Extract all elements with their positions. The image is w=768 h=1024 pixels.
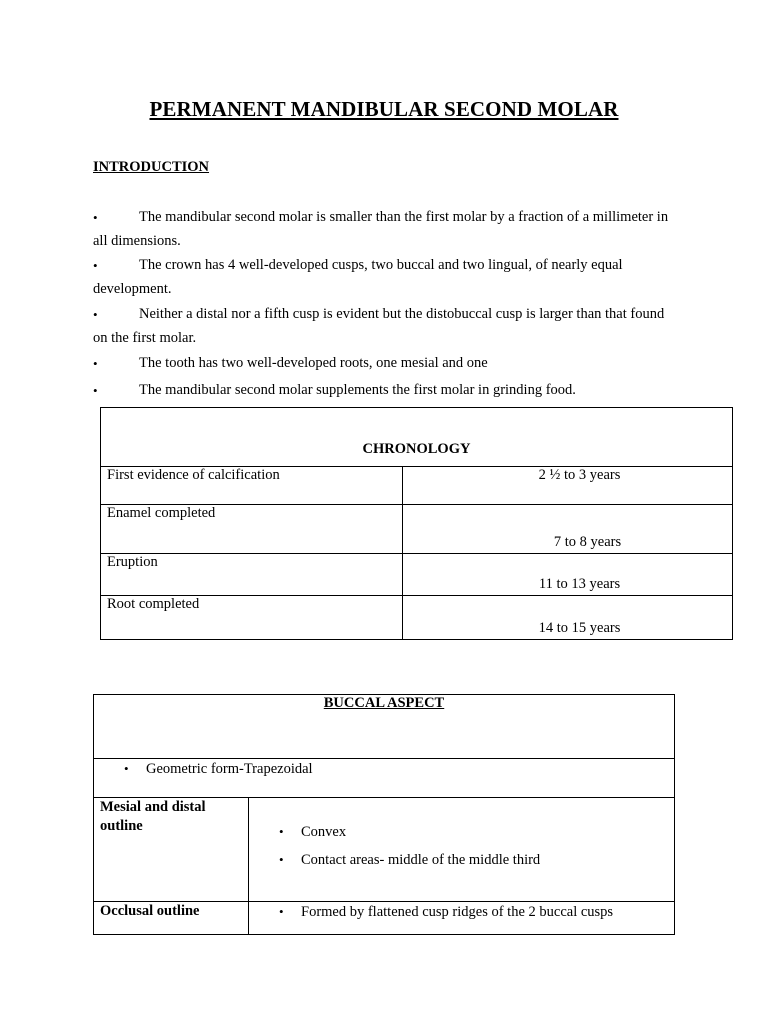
table-row	[101, 505, 733, 554]
introduction-heading: INTRODUCTION	[93, 159, 210, 175]
chronology-label: Root completed	[101, 596, 403, 640]
list-item	[93, 206, 673, 253]
geometric-form-text: Geometric form-Trapezoidal	[146, 761, 313, 777]
introduction-list	[93, 206, 673, 402]
table-row	[94, 798, 675, 902]
list-item-text: The crown has 4 well-developed cusps, two buccal and two lingual, of nearly equal development.	[93, 257, 623, 297]
list-item	[255, 822, 668, 842]
table-row	[101, 554, 733, 596]
list-item	[93, 379, 673, 403]
bullet-icon: •	[279, 824, 284, 839]
mesial-distal-outline-cell	[249, 798, 675, 902]
occlusal-outline-label: Occlusal outline	[94, 902, 249, 935]
list-item	[93, 303, 673, 350]
buccal-aspect-heading: BUCCAL ASPECT	[94, 695, 675, 759]
chronology-label: First evidence of calcification	[101, 467, 403, 505]
bullet-icon: •	[93, 356, 98, 371]
chronology-value	[403, 505, 733, 554]
list-item-text: The mandibular second molar supplements the first molar in grinding food.	[139, 381, 576, 398]
chronology-label: Enamel completed	[101, 505, 403, 554]
point-text: Formed by flattened cusp ridges of the 2 buccal cusps	[301, 904, 614, 920]
list-item-text: Neither a distal nor a fifth cusp is evident but the distobuccal cusp is larger than that found on the first molar.	[93, 306, 665, 346]
chronology-heading: CHRONOLOGY	[101, 408, 733, 467]
bullet-icon: •	[93, 382, 98, 398]
list-item	[255, 902, 668, 922]
chronology-table	[100, 407, 733, 640]
bullet-icon: •	[93, 210, 98, 225]
list-item	[255, 850, 668, 870]
chronology-value-text: 11 to 13 years	[538, 576, 621, 592]
list-item	[93, 254, 673, 301]
mesial-distal-outline-label: Mesial and distal outline	[94, 798, 249, 902]
bullet-icon: •	[279, 852, 284, 867]
mesial-distal-points	[255, 798, 668, 870]
table-row	[101, 467, 733, 505]
bullet-icon: •	[124, 761, 129, 776]
chronology-value	[403, 596, 733, 640]
list-item-text: The mandibular second molar is smaller than the first molar by a fraction of a millimeter in all dimensions.	[93, 209, 669, 249]
chronology-value-text: 2 ½ to 3 years	[538, 467, 621, 483]
list-item	[100, 759, 668, 779]
table-row	[94, 902, 675, 935]
bullet-icon: •	[93, 258, 98, 273]
bullet-icon: •	[93, 307, 98, 322]
list-item	[93, 352, 673, 376]
occlusal-outline-cell	[249, 902, 675, 935]
table-row	[101, 596, 733, 640]
list-item-text: The tooth has two well-developed roots, one mesial and one	[139, 355, 488, 371]
buccal-aspect-table	[93, 694, 675, 935]
chronology-value	[403, 554, 733, 596]
chronology-value	[403, 467, 733, 505]
page-title: PERMANENT MANDIBULAR SECOND MOLAR	[149, 97, 619, 121]
point-text: Convex	[301, 824, 347, 840]
bullet-icon: •	[279, 904, 284, 919]
chronology-value-text: 14 to 15 years	[538, 620, 621, 636]
chronology-label: Eruption	[101, 554, 403, 596]
chronology-value-text: 7 to 8 years	[553, 534, 622, 550]
table-row	[94, 759, 675, 798]
point-text: Contact areas- middle of the middle third	[301, 852, 541, 868]
geometric-form-cell	[94, 759, 675, 798]
